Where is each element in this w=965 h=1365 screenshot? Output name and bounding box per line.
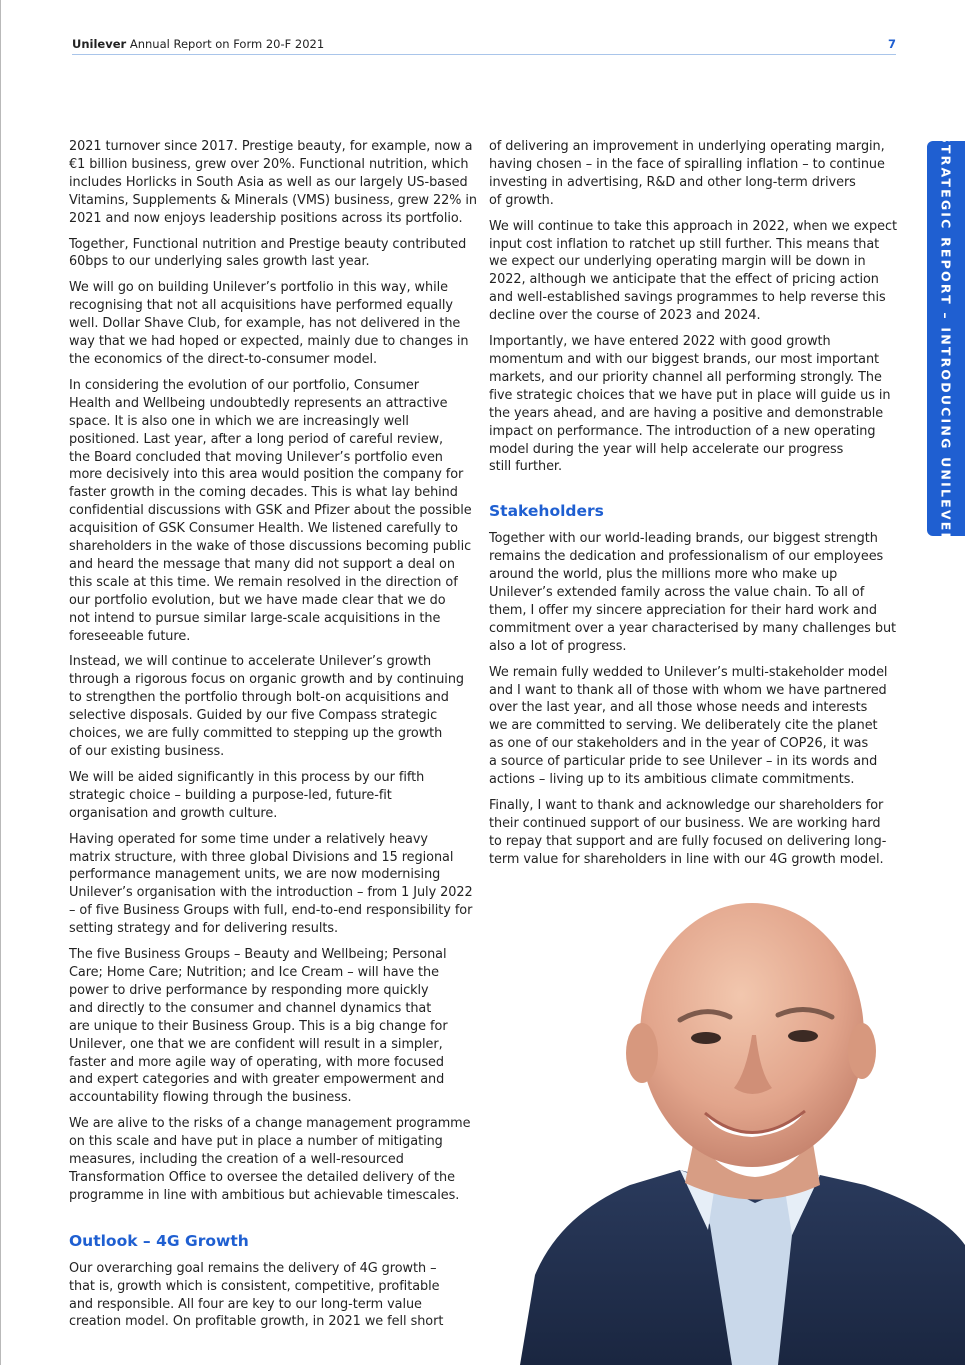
paragraph: We will go on building Unilever’s portfolio in this way, while recognising that not all acquisitions have performed equally well. Dollar Shave Club, for example, has not delivered in the way that we had hoped or expected, mainly due to changes in the economics of the direct-to-consumer model. <box>69 280 469 367</box>
paragraph: Finally, I want to thank and acknowledge our shareholders for their continued support of our business. We are working hard to repay that support and are fully focused on delivering long- term value for shareholders in line with our 4G growth model. <box>489 798 887 867</box>
paragraph: The five Business Groups – Beauty and Wellbeing; Personal Care; Home Care; Nutrition; and Ice Cream – will have the power to drive performance by responding more quickly and directly to the consumer and channel dynamics that are unique to their Business Group. This is a big change for Unilever, one that we are confident will result in a simpler, faster and more agile way of operating, with more focused and expert categories and with greater empowerment and accountability flowing through the business. <box>69 947 448 1106</box>
paragraph: Having operated for some time under a relatively heavy matrix structure, with three global Divisions and 15 regional performance management units, we are now modernising Unilever’s organisation with the introduction – from 1 July 2022 – of five Business Groups with full, end-to-end responsibility for setting strategy and for delivering results. <box>69 831 473 937</box>
paragraph: Our overarching goal remains the delivery of 4G growth – that is, growth which is consistent, competitive, profitable and responsible. All four are key to our long-term value creation model. On profitable growth, in 2021 we fell short <box>69 1260 444 1330</box>
page-left-border <box>0 0 1 1365</box>
section-side-tab[interactable] <box>927 133 965 544</box>
paragraph: We will continue to take this approach in 2022, when we expect input cost inflation to ratchet up still further. This means that we expect our underlying operating margin will be down in 2022, although we anticipate that the effect of pricing action and well-established savings programmes to help reverse this decline over the course of 2023 and 2024. <box>489 218 897 324</box>
page-header <box>72 37 896 55</box>
paragraph: We remain fully wedded to Unilever’s multi-stakeholder model and I want to thank all of those with whom we have partnered over the last year, and all those whose needs and interests we are committed to serving. We deliberately cite the planet as one of our stakeholders and in the year of COP26, it was a source of particular pride to see Unilever – in its words and actions – living up to its ambitious climate commitments. <box>489 664 888 788</box>
page-number: 7 <box>887 37 896 51</box>
brand-name: Unilever <box>72 37 127 51</box>
paragraph: We are alive to the risks of a change management programme on this scale and have put in place a number of mitigating measures, including the creation of a well-resourced Transformation Office to oversee the detailed delivery of the programme in line with ambitious but achievable timescales. <box>69 1116 471 1203</box>
outlook-heading: Outlook – 4G Growth <box>69 1231 249 1250</box>
report-title <box>72 37 324 51</box>
paragraph: Together with our world-leading brands, our biggest strength remains the dedication and professionalism of our employees around the world, plus the millions more who make up Unilever’s extended family across the value chain. To all of them, I offer my sincere appreciation for their hard work and commitment over a year characterised by many challenges but also a lot of progress. <box>489 531 897 654</box>
paragraph: We will be aided significantly in this process by our fifth strategic choice – building a purpose-led, future-fit organisation and growth culture. <box>69 769 425 821</box>
ceo-portrait-photo <box>520 885 965 1365</box>
stakeholders-heading: Stakeholders <box>489 502 604 521</box>
report-subtitle: Annual Report on Form 20-F 2021 <box>129 37 325 51</box>
right-text-column <box>489 138 897 877</box>
paragraph: In considering the evolution of our portfolio, Consumer Health and Wellbeing undoubtedly represents an attractive space. It is also one in which we are increasingly well positioned. Last year, after a long period of careful review, the Board concluded that moving Unilever’s portfolio even more decisively into this area would position the company for faster growth in the coming decades. This is what lay behind confidential discussions with GSK and Pfizer about the possible acquisition of GSK Consumer Health. We listened carefully to shareholders in the wake of those discussions becoming public and heard the message that many did not support a deal on this scale at this time. We remain resolved in the direction of our portfolio evolution, but we have made clear that we do not intend to pursue similar large-scale acquisitions in the foreseeable future. <box>69 377 472 644</box>
section-side-tab-label: STRATEGIC REPORT – INTRODUCING UNILEVER <box>938 133 954 544</box>
paragraph: Together, Functional nutrition and Prestige beauty contributed 60bps to our underlying sales growth last year. <box>69 236 467 270</box>
paragraph: of delivering an improvement in underlying operating margin, having chosen – in the face of spiralling inflation – to continue investing in advertising, R&D and other long-term drivers of growth. <box>489 139 885 208</box>
paragraph: Importantly, we have entered 2022 with good growth momentum and with our biggest brands, our most important markets, and our priority channel all performing strongly. The five strategic choices that we have put in place will guide us in the years ahead, and are having a positive and demonstrable impact on performance. The introduction of a new operating model during the year will help accelerate our progress still further. <box>489 334 891 475</box>
paragraph: 2021 turnover since 2017. Prestige beauty, for example, now a €1 billion business, grew over 20%. Functional nutrition, which includes Horlicks in South Asia as well as our largely US-based Vitamins, Supplements & Minerals (VMS) business, grew 22% in 2021 and now enjoys leadership positions across its portfolio. <box>69 139 478 226</box>
paragraph: Instead, we will continue to accelerate Unilever’s growth through a rigorous focus on organic growth and by continuing to strengthen the portfolio through bolt-on acquisitions and selective disposals. Guided by our five Compass strategic choices, we are fully committed to stepping up the growth of our existing business. <box>69 654 465 759</box>
left-text-column <box>69 138 478 1339</box>
